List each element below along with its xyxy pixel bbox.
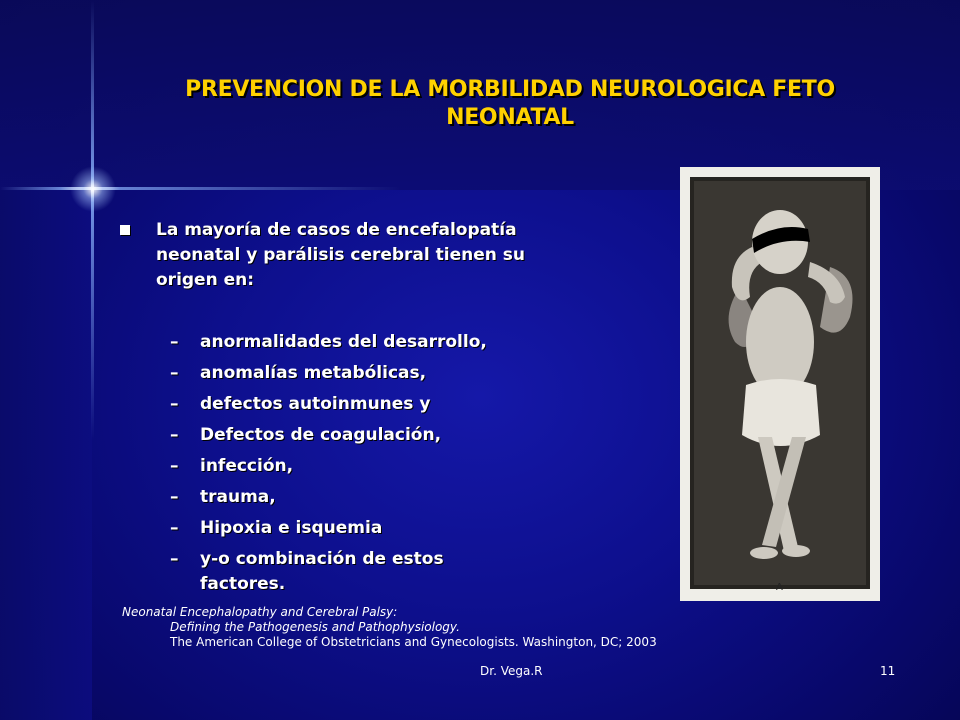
reference-citation bbox=[122, 605, 657, 650]
sub-item bbox=[170, 485, 510, 510]
dash-icon: – bbox=[170, 518, 179, 538]
lens-flare-core bbox=[70, 166, 116, 212]
dash-icon: – bbox=[170, 394, 179, 414]
slide-title: PREVENCION DE LA MORBILIDAD NEUROLOGICA FETO NEONATAL bbox=[185, 77, 835, 130]
photo-label: A bbox=[776, 582, 783, 593]
main-bullet-text: La mayoría de casos de encefalopatía neonatal y parálisis cerebral tienen su origen en: bbox=[156, 220, 526, 290]
sub-item bbox=[170, 330, 510, 355]
sub-item bbox=[170, 361, 510, 386]
sub-item bbox=[170, 516, 510, 541]
sub-item bbox=[170, 547, 510, 597]
dash-icon: – bbox=[170, 363, 179, 383]
sub-item-text: infección, bbox=[200, 456, 294, 476]
clinical-photo bbox=[680, 167, 880, 601]
reference-line-2: Defining the Pathogenesis and Pathophysiology. bbox=[170, 620, 460, 634]
lens-flare-vertical bbox=[91, 0, 94, 440]
left-band bbox=[0, 190, 92, 720]
square-bullet-icon bbox=[120, 225, 130, 235]
sub-item-text: anormalidades del desarrollo, bbox=[200, 332, 487, 352]
lens-flare-horizontal bbox=[0, 187, 400, 190]
reference-line-3: The American College of Obstetricians and Gynecologists. Washington, DC; 2003 bbox=[170, 635, 657, 649]
sub-item-text: y-o combinación de estos factores. bbox=[200, 549, 444, 594]
sub-item bbox=[170, 392, 510, 417]
sub-item-text: anomalías metabólicas, bbox=[200, 363, 427, 383]
reference-line-1: Neonatal Encephalopathy and Cerebral Palsy: bbox=[122, 605, 398, 619]
dash-icon: – bbox=[170, 332, 179, 352]
sub-item bbox=[170, 423, 510, 448]
sub-item-text: Defectos de coagulación, bbox=[200, 425, 442, 445]
sub-item-text: trauma, bbox=[200, 487, 276, 507]
dash-icon: – bbox=[170, 425, 179, 445]
dash-icon: – bbox=[170, 487, 179, 507]
dash-icon: – bbox=[170, 456, 179, 476]
footer-author: Dr. Vega.R bbox=[480, 664, 543, 678]
main-bullet bbox=[120, 218, 540, 293]
sub-item bbox=[170, 454, 510, 479]
sub-item-text: defectos autoinmunes y bbox=[200, 394, 431, 414]
slide-number: 11 bbox=[880, 664, 896, 678]
dash-icon: – bbox=[170, 549, 179, 569]
sub-item-text: Hipoxia e isquemia bbox=[200, 518, 383, 538]
